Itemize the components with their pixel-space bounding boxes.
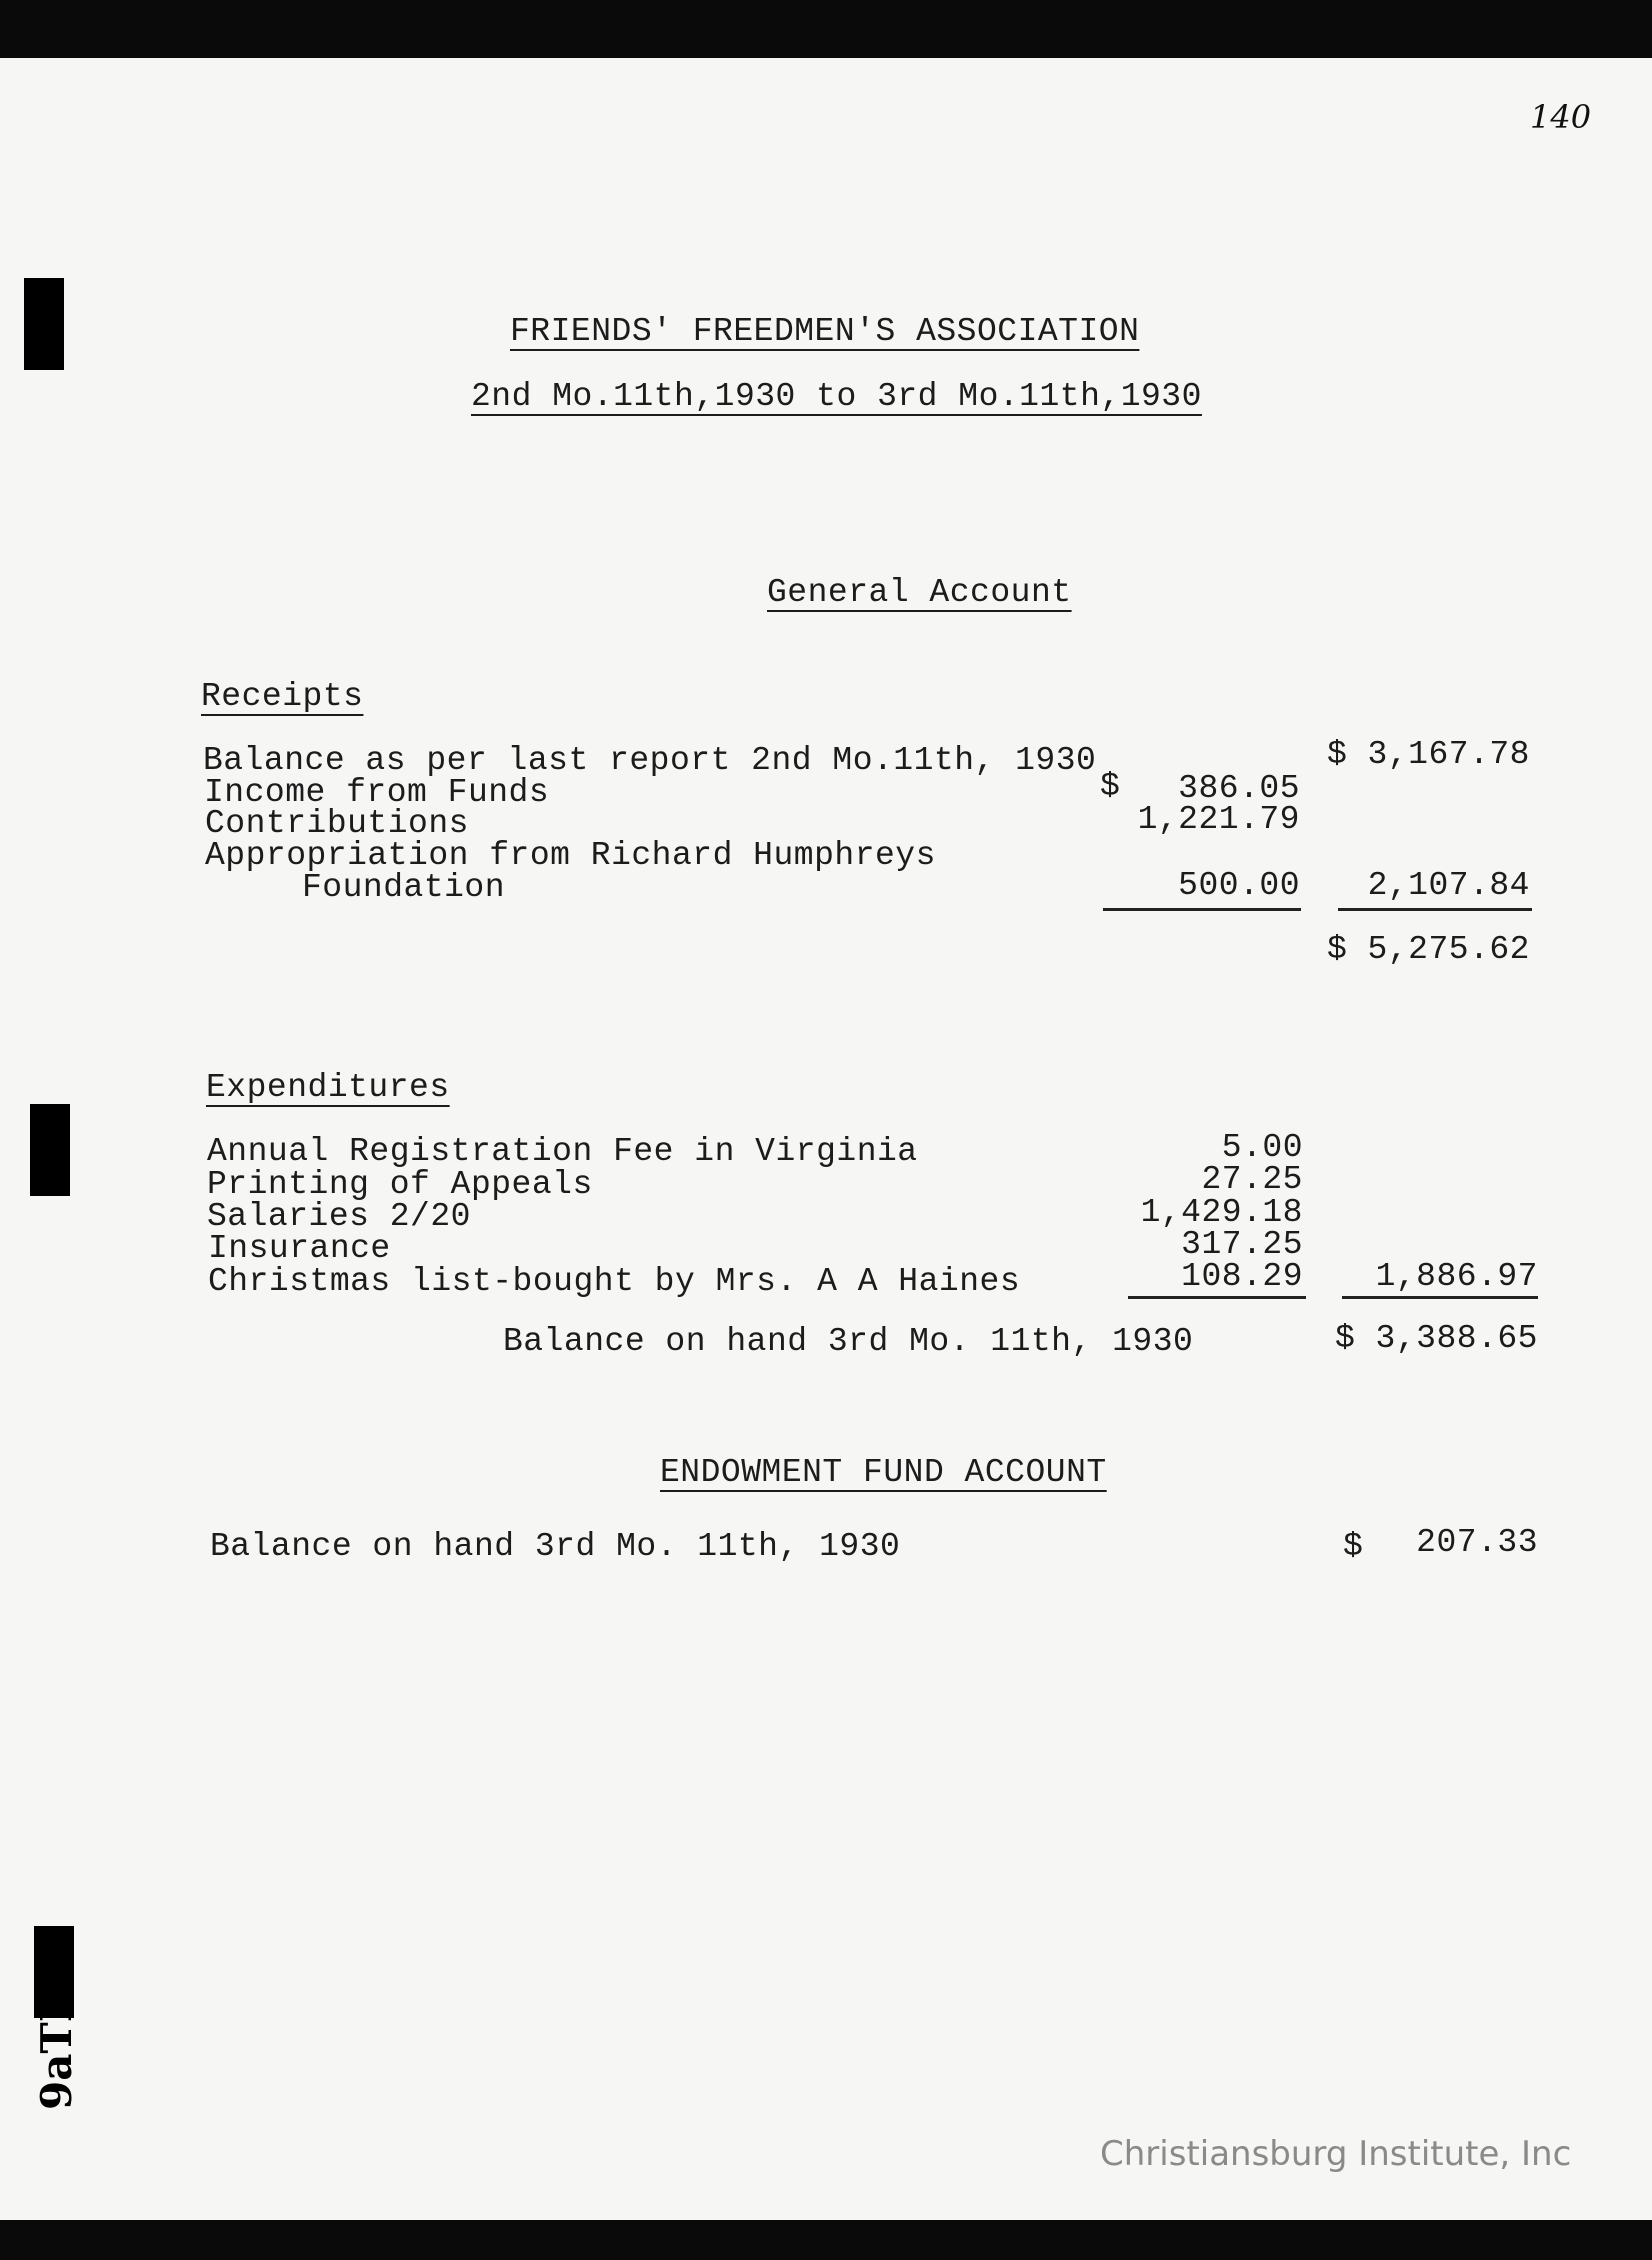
film-marker-2: [30, 1104, 70, 1196]
expenditure-label: Insurance: [208, 1230, 391, 1267]
expenditure-value: 5.00: [1221, 1129, 1303, 1166]
endowment-balance-label: Balance on hand 3rd Mo. 11th, 1930: [210, 1528, 901, 1565]
expenditures-total-rule: [1342, 1296, 1538, 1299]
receipts-total-rule: [1338, 908, 1532, 911]
income-label: Income from Funds: [204, 774, 550, 811]
receipts-subtotal: 2,107.84: [1367, 867, 1530, 904]
expenditure-value: 1,429.18: [1140, 1194, 1303, 1231]
receipts-total: $ 5,275.62: [1326, 931, 1530, 968]
expenditure-label: Christmas list-bought by Mrs. A A Haines: [208, 1263, 1021, 1300]
page-number: 140: [1530, 98, 1592, 136]
expenditure-label: Annual Registration Fee in Virginia: [207, 1133, 918, 1170]
expenditure-value: 317.25: [1181, 1226, 1303, 1263]
film-marker-1: [24, 278, 64, 370]
appropriation-value: 500.00: [1178, 867, 1300, 904]
receipts-balance-label: Balance as per last report 2nd Mo.11th, 1930: [203, 742, 1097, 779]
appropriation-label-line-2: Foundation: [302, 869, 506, 906]
receipts-balance-value: $ 3,167.78: [1326, 736, 1530, 773]
document-period: 2nd Mo.11th,1930 to 3rd Mo.11th,1930: [471, 378, 1202, 415]
general-balance-label: Balance on hand 3rd Mo. 11th, 1930: [503, 1323, 1194, 1360]
film-frame-stamp: 9aTDD: [32, 1949, 81, 2110]
document-title: FRIENDS' FREEDMEN'S ASSOCIATION: [510, 313, 1140, 350]
contributions-value: 1,221.79: [1137, 801, 1300, 838]
contributions-label: Contributions: [205, 805, 469, 842]
endowment-dollar-sign: $: [1343, 1528, 1363, 1565]
expenditures-column-rule: [1128, 1296, 1306, 1299]
income-dollar-sign: $: [1100, 768, 1120, 805]
income-value: 386.05: [1178, 770, 1300, 807]
appropriation-label-line-1: Appropriation from Richard Humphreys: [205, 837, 936, 874]
endowment-heading: ENDOWMENT FUND ACCOUNT: [660, 1454, 1107, 1491]
expenditure-label: Salaries 2/20: [207, 1198, 471, 1235]
general-balance-value: $ 3,388.65: [1334, 1320, 1538, 1357]
archive-watermark: Christiansburg Institute, Inc: [1100, 2134, 1572, 2174]
receipts-column-rule: [1103, 908, 1301, 911]
expenditures-heading: Expenditures: [206, 1069, 450, 1106]
document-page: [0, 58, 1652, 2220]
general-account-heading: General Account: [767, 574, 1072, 611]
expenditure-label: Printing of Appeals: [207, 1166, 593, 1203]
receipts-heading: Receipts: [201, 678, 364, 715]
expenditures-subtotal: 1,886.97: [1375, 1258, 1538, 1295]
endowment-balance-value: 207.33: [1416, 1524, 1538, 1561]
expenditure-value: 27.25: [1201, 1161, 1303, 1198]
expenditure-value: 108.29: [1181, 1258, 1303, 1295]
